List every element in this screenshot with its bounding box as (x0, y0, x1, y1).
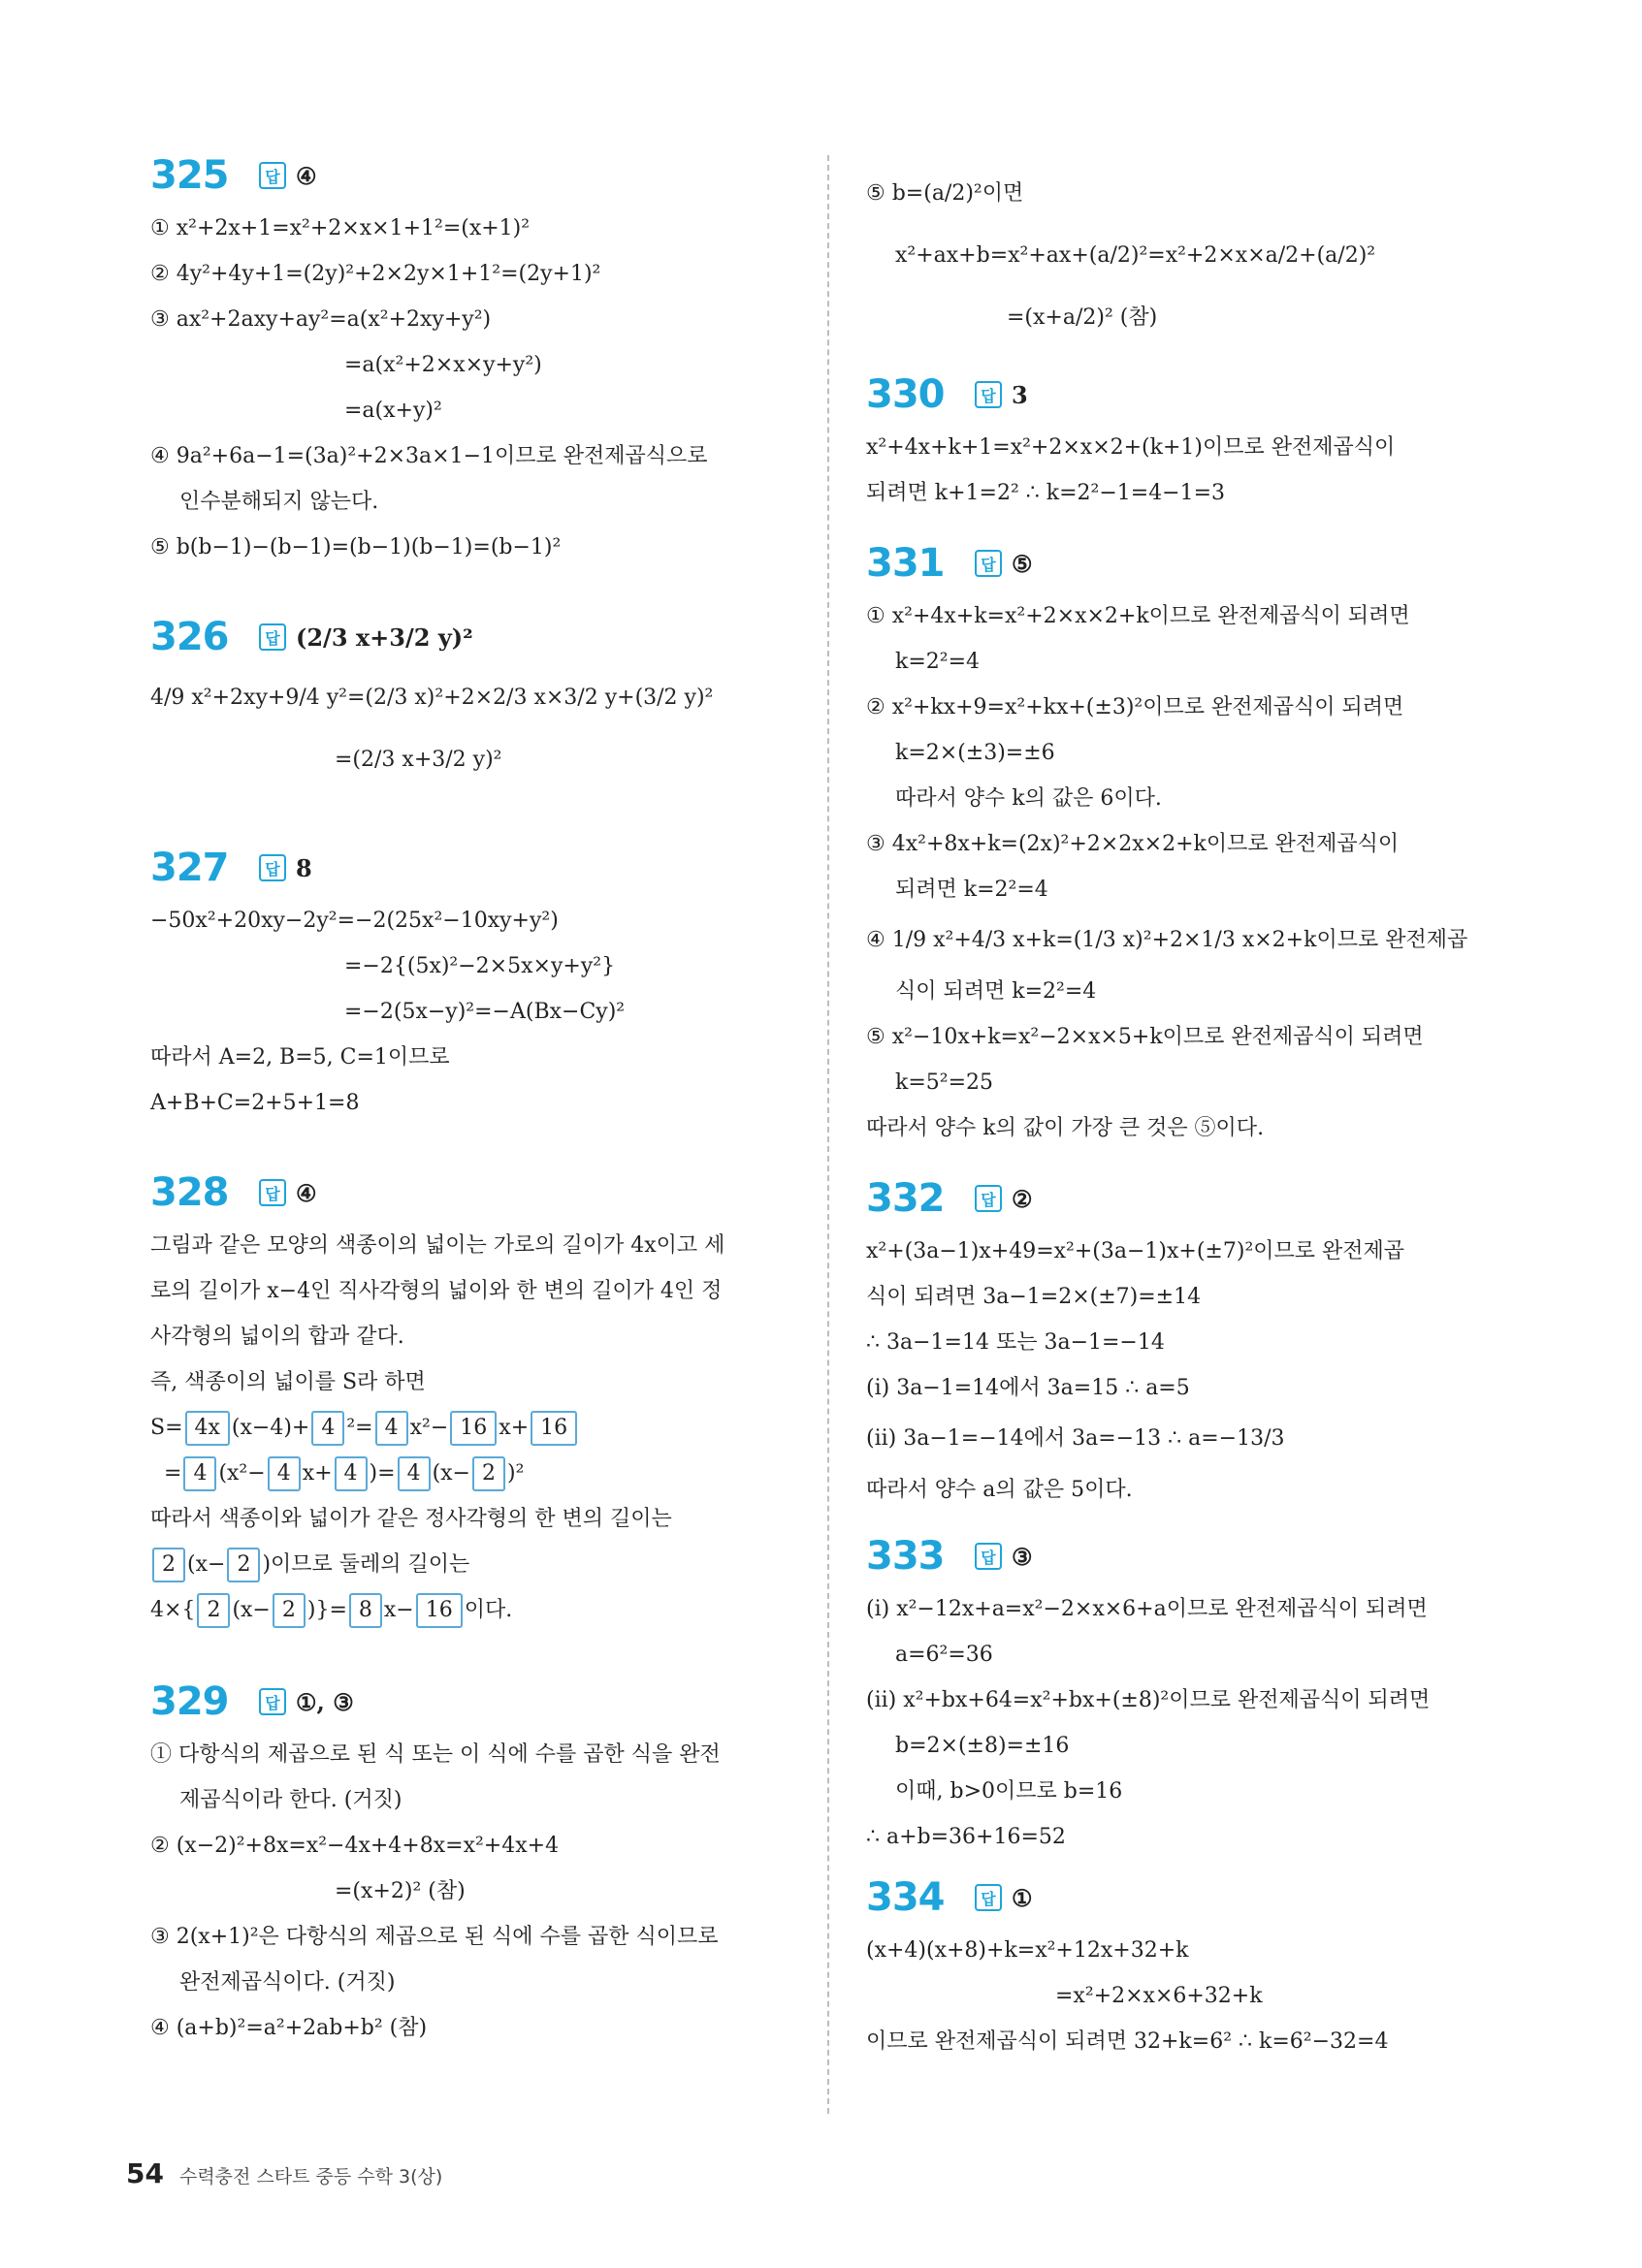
solution-line: (i) x²−12x+a=x²−2×x×6+a이므로 완전제곱식이 되려면 (866, 1597, 1428, 1621)
solution-line: b=2×(±8)=±16 (895, 1734, 1070, 1758)
eq-text: x− (383, 1598, 414, 1622)
solution-line: 따라서 양수 k의 값이 가장 큰 것은 ⑤이다. (866, 1116, 1265, 1140)
eq-text: (x− (187, 1552, 226, 1577)
answer-box: 4 (375, 1411, 408, 1446)
eq-text: )= (369, 1461, 396, 1485)
solution-line: 완전제곱식이다. (거짓) (179, 1970, 396, 1995)
solution-line: 즉, 색종이의 넓이를 S라 하면 (150, 1370, 426, 1394)
problem-number: 334 (866, 1875, 945, 1920)
answer-badge: 답 (975, 1884, 1002, 1911)
answer-value: ③ (1012, 1542, 1033, 1571)
solution-line: 로의 길이가 x−4인 직사각형의 넓이와 한 변의 길이가 4인 정 (150, 1279, 723, 1303)
problem-number: 325 (150, 153, 229, 198)
answer-box: 4 (268, 1456, 301, 1491)
eq-text: (x²− (218, 1461, 266, 1485)
boxed-equation (150, 1405, 795, 1451)
solution-line: 되려면 k+1=2² ∴ k=2²−1=4−1=3 (866, 481, 1226, 505)
boxed-equation (150, 1587, 795, 1633)
problem-number: 328 (150, 1170, 229, 1215)
solution-line: =−2(5x−y)²=−A(Bx−Cy)² (344, 1000, 626, 1024)
solution-line: 따라서 양수 k의 값은 6이다. (895, 786, 1162, 811)
solution-line: (x+4)(x+8)+k=x²+12x+32+k (866, 1938, 1189, 1963)
answer-value: 3 (1012, 380, 1028, 409)
solution-line: x²+4x+k+1=x²+2×x×2+(k+1)이므로 완전제곱식이 (866, 435, 1396, 460)
solution-line: ④ (a+b)²=a²+2ab+b² (참) (150, 2016, 428, 2040)
eq-text: x+ (302, 1461, 333, 1485)
answer-box: 4x (185, 1411, 230, 1446)
solution-line: ⑤ b(b−1)−(b−1)=(b−1)(b−1)=(b−1)² (150, 535, 562, 559)
answer-value: 8 (296, 853, 312, 882)
right-column (866, 163, 1511, 2064)
eq-text: (x− (232, 1598, 271, 1622)
solution-line: 이때, b>0이므로 b=16 (895, 1779, 1123, 1804)
problem-334 (866, 1868, 1511, 2064)
solution-line: =a(x²+2×x×y+y²) (344, 353, 542, 377)
problem-number: 331 (866, 541, 945, 586)
solution-line: ① 다항식의 제곱으로 된 식 또는 이 식에 수를 곱한 식을 완전 (150, 1742, 721, 1767)
solution-line: (ii) x²+bx+64=x²+bx+(±8)²이므로 완전제곱식이 되려면 (866, 1688, 1431, 1712)
eq-text: 4×{ (150, 1598, 196, 1622)
answer-badge: 답 (259, 1179, 286, 1206)
answer-badge: 답 (259, 623, 286, 651)
solution-line: ④ 9a²+6a−1=(3a)²+2×3a×1−1이므로 완전제곱식으로 (150, 444, 708, 468)
answer-value: ① (1012, 1883, 1033, 1912)
problem-number: 326 (150, 615, 229, 659)
eq-text: x+ (499, 1416, 530, 1440)
solution-line: ① x²+2x+1=x²+2×x×1+1²=(x+1)² (150, 216, 531, 240)
solution-line: ③ ax²+2axy+ay²=a(x²+2xy+y²) (150, 307, 492, 332)
solution-line: (ii) 3a−1=−14에서 3a=−13 ∴ a=−13/3 (866, 1426, 1285, 1451)
solution-line: 따라서 양수 a의 값은 5이다. (866, 1478, 1133, 1502)
answer-box: 4 (183, 1456, 216, 1491)
eq-text: S= (150, 1416, 183, 1440)
problem-326 (150, 607, 795, 791)
solution-line: ④ 1/9 x²+4/3 x+k=(1/3 x)²+2×1/3 x×2+k이므로 완전제곱 (866, 928, 1468, 952)
answer-box: 4 (311, 1411, 344, 1446)
solution-line: =−2{(5x)²−2×5x×y+y²} (344, 954, 616, 978)
solution-line: ② (x−2)²+8x=x²−4x+4+8x=x²+4x+4 (150, 1834, 560, 1858)
problem-328 (150, 1163, 795, 1633)
problem-331 (866, 533, 1511, 1151)
solution-line: a=6²=36 (895, 1643, 993, 1667)
solution-line: x²+ax+b=x²+ax+(a/2)²=x²+2×x×a/2+(a/2)² (895, 243, 1376, 268)
problem-329 (150, 1672, 795, 2051)
solution-line: ∴ a+b=36+16=52 (866, 1825, 1066, 1849)
solution-line: x²+(3a−1)x+49=x²+(3a−1)x+(±7)²이므로 완전제곱 (866, 1239, 1405, 1263)
eq-text: (x− (432, 1461, 470, 1485)
solution-line: ⑤ b=(a/2)²이면 (866, 181, 1024, 206)
column-divider (827, 155, 829, 2114)
solution-line: ① x²+4x+k=x²+2×x×2+k이므로 완전제곱식이 되려면 (866, 604, 1410, 628)
answer-badge: 답 (975, 381, 1002, 408)
solution-line: =(x+a/2)² (참) (1007, 305, 1158, 330)
problem-number: 333 (866, 1534, 945, 1579)
eq-text: 이다. (464, 1598, 513, 1622)
answer-badge: 답 (975, 1543, 1002, 1570)
solution-line: =(x+2)² (참) (335, 1879, 466, 1903)
answer-box: 4 (335, 1456, 368, 1491)
solution-line: =(2/3 x+3/2 y)² (335, 748, 502, 772)
solution-line: ② x²+kx+9=x²+kx+(±3)²이므로 완전제곱식이 되려면 (866, 695, 1404, 719)
eq-text: )이므로 둘레의 길이는 (262, 1552, 470, 1577)
answer-badge: 답 (259, 854, 286, 881)
problem-number: 330 (866, 372, 945, 417)
answer-value: ⑤ (1012, 549, 1033, 578)
problem-number: 329 (150, 1679, 229, 1724)
problem-number: 327 (150, 846, 229, 890)
problem-number: 332 (866, 1176, 945, 1221)
solution-line: ③ 2(x+1)²은 다항식의 제곱으로 된 식에 수를 곱한 식이므로 (150, 1925, 719, 1949)
solution-line: 제곱식이라 한다. (거짓) (179, 1788, 402, 1812)
answer-box: 4 (398, 1456, 431, 1491)
answer-box: 16 (531, 1411, 577, 1446)
solution-line: ⑤ x²−10x+k=x²−2×x×5+k이므로 완전제곱식이 되려면 (866, 1025, 1424, 1049)
answer-box: 2 (152, 1548, 185, 1582)
solution-line: =x²+2×x×6+32+k (1055, 1984, 1263, 2008)
solution-line: 4/9 x²+2xy+9/4 y²=(2/3 x)²+2×2/3 x×3/2 y+(3/2 y)² (150, 686, 714, 710)
answer-box: 8 (349, 1593, 382, 1628)
solution-line: =a(x+y)² (344, 399, 442, 423)
solution-line: 따라서 A=2, B=5, C=1이므로 (150, 1045, 450, 1070)
boxed-equation (150, 1451, 795, 1496)
eq-text: )}= (306, 1598, 347, 1622)
answer-value: ④ (296, 161, 317, 190)
answer-value: ② (1012, 1184, 1033, 1213)
answer-box: 2 (197, 1593, 230, 1628)
solution-line: −50x²+20xy−2y²=−2(25x²−10xy+y²) (150, 909, 559, 933)
answer-badge: 답 (975, 1185, 1002, 1212)
solution-line: 따라서 색종이와 넓이가 같은 정사각형의 한 변의 길이는 (150, 1507, 672, 1531)
solution-line: 이므로 완전제곱식이 되려면 32+k=6² ∴ k=6²−32=4 (866, 2029, 1389, 2054)
answer-badge: 답 (259, 1688, 286, 1715)
answer-value: ④ (296, 1178, 317, 1207)
eq-text: x²− (409, 1416, 449, 1440)
answer-value: ①, ③ (296, 1687, 354, 1716)
answer-box: 16 (416, 1593, 463, 1628)
answer-badge: 답 (259, 162, 286, 189)
solution-line: 그림과 같은 모양의 색종이의 넓이는 가로의 길이가 4x이고 세 (150, 1233, 725, 1258)
page-footer (126, 2157, 442, 2189)
problem-327 (150, 838, 795, 1126)
answer-box: 16 (450, 1411, 497, 1446)
eq-text: (x−4)+ (231, 1416, 310, 1440)
solution-line: 사각형의 넓이의 합과 같다. (150, 1325, 404, 1349)
eq-text: = (164, 1461, 182, 1485)
answer-box: 2 (472, 1456, 505, 1491)
solution-line: k=2×(±3)=±6 (895, 741, 1055, 765)
answer-box: 2 (227, 1548, 260, 1582)
page-number: 54 (126, 2157, 164, 2189)
eq-text: )² (507, 1461, 525, 1485)
problem-329-continued (866, 163, 1511, 349)
boxed-equation (150, 1542, 795, 1587)
solution-line: A+B+C=2+5+1=8 (150, 1091, 360, 1115)
left-column (150, 145, 795, 2051)
solution-line: k=5²=25 (895, 1070, 994, 1095)
answer-badge: 답 (975, 550, 1002, 577)
eq-text: ²= (346, 1416, 373, 1440)
solution-line: ② 4y²+4y+1=(2y)²+2×2y×1+1²=(2y+1)² (150, 262, 601, 286)
answer-value: (2/3 x+3/2 y)² (296, 623, 473, 652)
solution-line: (i) 3a−1=14에서 3a=15 ∴ a=5 (866, 1376, 1190, 1400)
problem-332 (866, 1168, 1511, 1513)
solution-line: 되려면 k=2²=4 (895, 878, 1048, 902)
solution-line: ∴ 3a−1=14 또는 3a−1=−14 (866, 1330, 1165, 1355)
solution-line: 식이 되려면 3a−1=2×(±7)=±14 (866, 1285, 1202, 1309)
problem-325 (150, 145, 795, 570)
problem-333 (866, 1526, 1511, 1860)
solution-line: 인수분해되지 않는다. (179, 490, 379, 514)
problem-330 (866, 365, 1511, 516)
solution-line: ③ 4x²+8x+k=(2x)²+2×2x×2+k이므로 완전제곱식이 (866, 832, 1400, 856)
solution-line: k=2²=4 (895, 650, 981, 674)
solution-line: 식이 되려면 k=2²=4 (895, 979, 1097, 1004)
answer-box: 2 (273, 1593, 306, 1628)
book-title: 수력충전 스타트 중등 수학 3(상) (178, 2166, 443, 2188)
